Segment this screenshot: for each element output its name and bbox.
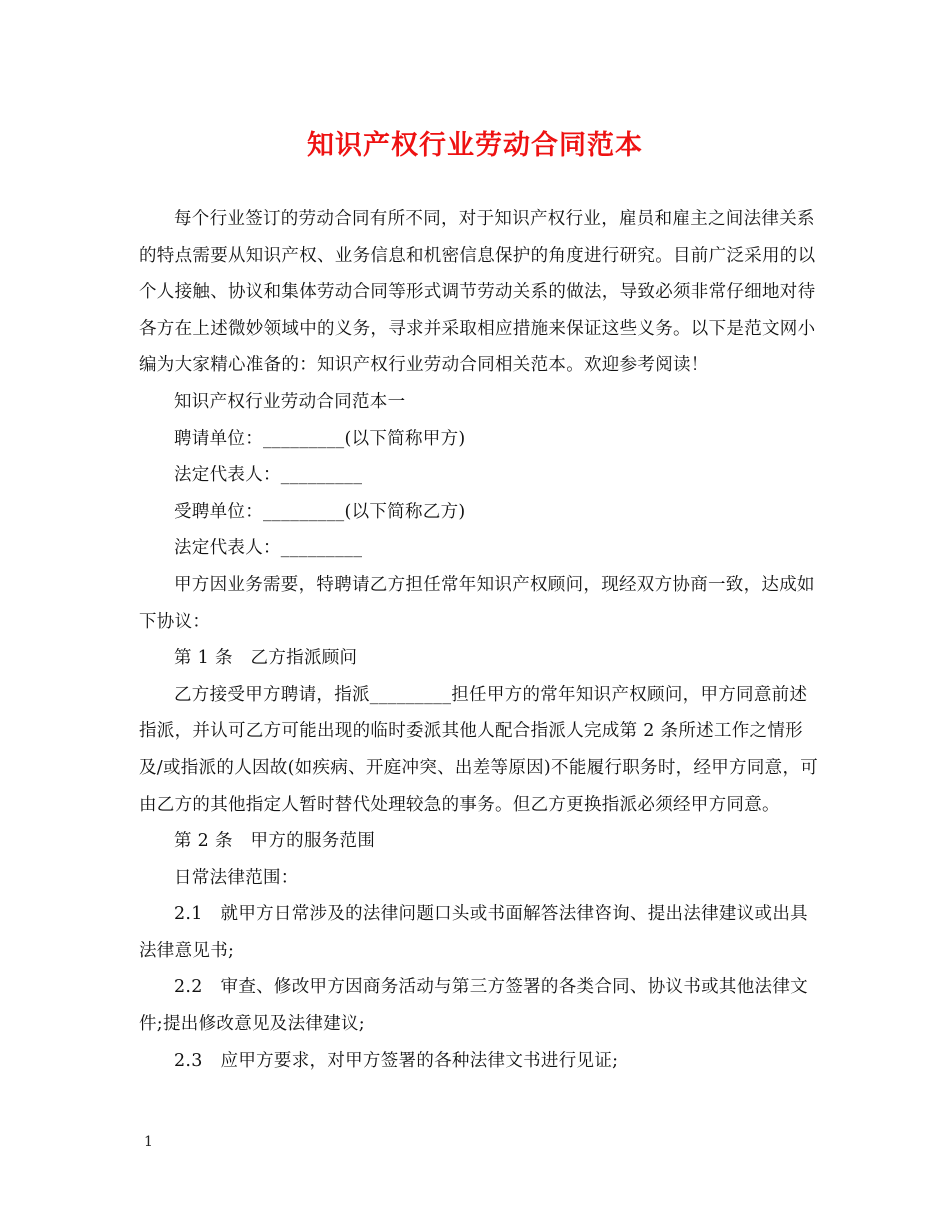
employer-representative-line: 法定代表人：_________ xyxy=(174,465,363,486)
document-body xyxy=(139,201,819,1079)
employer-line: 聘请单位：_________(以下简称甲方) xyxy=(174,428,466,449)
document-title: 知识产权行业劳动合同范本 xyxy=(307,130,643,161)
page-number: 1 xyxy=(144,1134,153,1150)
article-2-heading: 第 2 条 甲方的服务范围 xyxy=(174,831,376,852)
article-1-paragraph: 乙方接受甲方聘请，指派_________担任甲方的常年知识产权顾问，甲方同意前述指派，并认可乙方可能出现的临时委派其他人配合指派人完成第 2 条所述工作之情形及/或指派的人因故(如疾病、开庭冲突、出差等原因)不能履行职务时，经甲方同意，可由乙方的其他指定人暂时替代处理较急的事务。但乙方更换指派必须经甲方同意。 xyxy=(139,684,819,815)
clause-2-3: 2.3 应甲方要求，对甲方签署的各种法律文书进行见证; xyxy=(174,1050,619,1071)
daily-legal-scope-heading: 日常法律范围： xyxy=(174,867,299,888)
template-heading: 知识产权行业劳动合同范本一 xyxy=(174,391,406,412)
intro-paragraph: 每个行业签订的劳动合同有所不同，对于知识产权行业，雇员和雇主之间法律关系的特点需要从知识产权、业务信息和机密信息保护的角度进行研究。目前广泛采用的以个人接触、协议和集体劳动合同等形式调节劳动关系的做法，导致必须非常仔细地对待各方在上述微妙领域中的义务，寻求并采取相应措施来保证这些义务。以下是范文网小编为大家精心准备的：知识产权行业劳动合同相关范本。欢迎参考阅读！ xyxy=(139,209,816,376)
article-1-heading: 第 1 条 乙方指派顾问 xyxy=(174,648,358,669)
employee-unit-line: 受聘单位：_________(以下简称乙方) xyxy=(174,501,466,522)
clause-2-2: 2.2 审查、修改甲方因商务活动与第三方签署的各类合同、协议书或其他法律文件;提出修改意见及法律建议; xyxy=(139,977,808,1035)
agreement-paragraph: 甲方因业务需要，特聘请乙方担任常年知识产权顾问，现经双方协商一致，达成如下协议： xyxy=(139,574,815,632)
employee-representative-line: 法定代表人：_________ xyxy=(174,538,363,559)
clause-2-1: 2.1 就甲方日常涉及的法律问题口头或书面解答法律咨询、提出法律建议或出具法律意见书; xyxy=(139,904,808,961)
